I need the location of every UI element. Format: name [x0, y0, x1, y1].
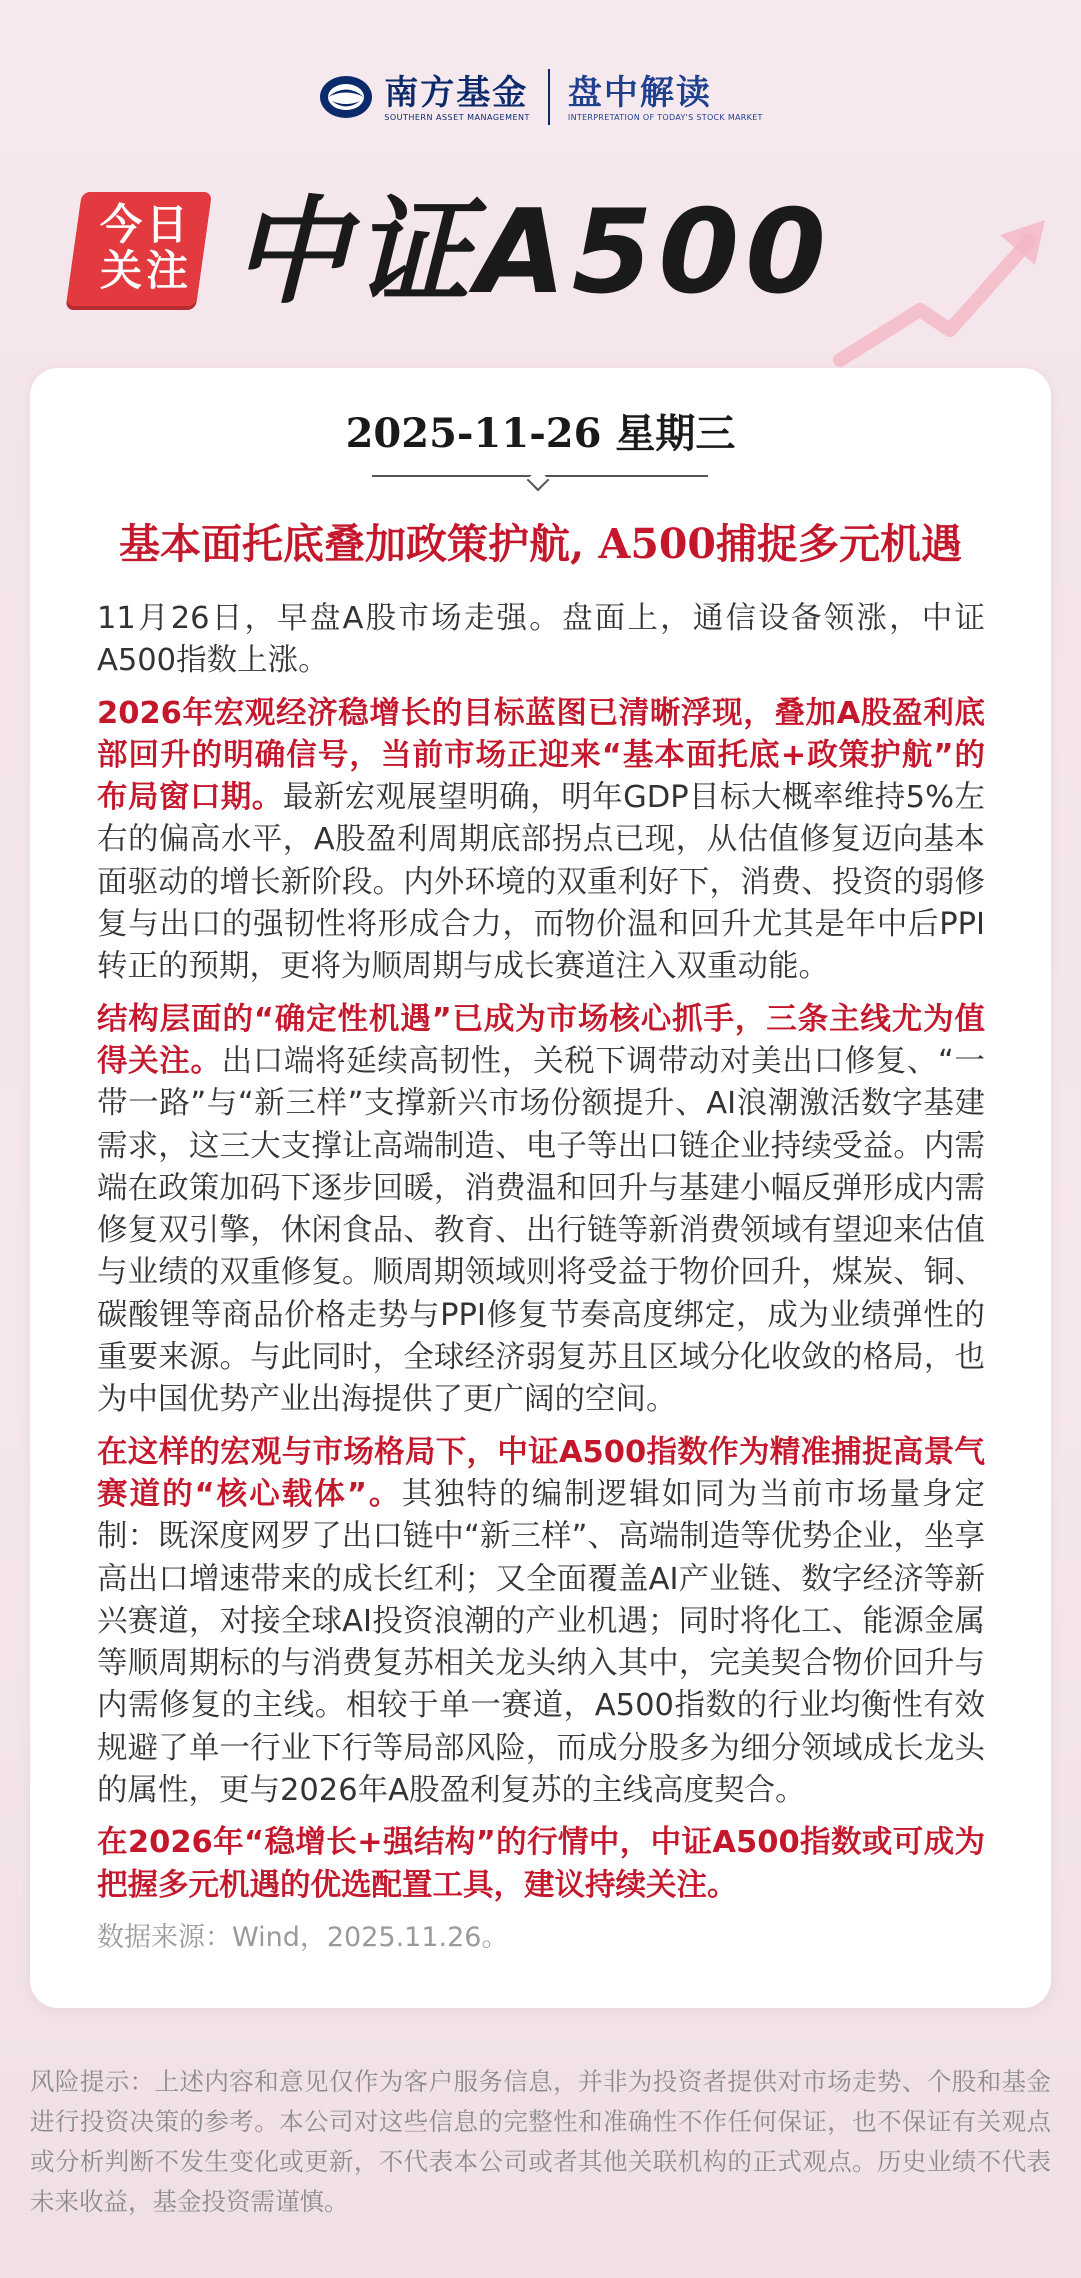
- paragraph-3: [97, 999, 985, 1422]
- hero-title: 中证A500: [232, 185, 832, 320]
- brand-name: 南方基金: [384, 72, 529, 113]
- brand-header: [0, 62, 1081, 132]
- brand-left: [318, 73, 530, 122]
- up-trend-arrow-icon: [830, 200, 1060, 370]
- data-source: 数据来源：Wind，2025.11.26。: [97, 1921, 509, 1953]
- paragraph-2: [97, 693, 985, 989]
- paragraph-2-text: 最新宏观展望明确，明年GDP目标大概率维持5%左右的偏高水平，A股盈利周期底部拐点已现，从估值修复迈向基本面驱动的增长新阶段。内外环境的双重利好下，消费、投资的弱修复与出口的强韧性将形成合力，而物价温和回升尤其是年中后PPI转正的预期，更将为顺周期与成长赛道注入双重动能。: [97, 780, 986, 985]
- paragraph-3-highlight: 结构层面的“确定性机遇”已成为市场核心抓手，三条主线尤为值得关注。: [97, 1001, 985, 1079]
- hero-banner: [0, 170, 1081, 370]
- date-notch: [527, 469, 550, 492]
- brand-name-en: SOUTHERN ASSET MANAGEMENT: [384, 112, 530, 122]
- today-badge: 今日关注: [99, 200, 192, 295]
- article-body: [97, 598, 985, 1959]
- paragraph-4-text: 其独特的编制逻辑如同为当前市场量身定制：既深度网罗了出口链中“新三样”、高端制造等优势企业，坐享高出口增速带来的成长红利；又全面覆盖AI产业链、数字经济等新兴赛道，对接全球AI投资浪潮的产业机遇；同时将化工、能源金属等顺周期标的与消费复苏相关龙头纳入其中，完美契合物价回升与内需修复的主线。相较于单一赛道，A500指数的行业均衡性有效规避了单一行业下行等局部风险，而成分股多为细分领域成长龙头的属性，更与2026年A股盈利复苏的主线高度契合。: [97, 1476, 986, 1809]
- risk-disclaimer: 风险提示：上述内容和意见仅作为客户服务信息，并非为投资者提供对市场走势、个股和基金进行投资决策的参考。本公司对这些信息的完整性和准确性不作任何保证，也不保证有关观点或分析判断不发生变化或更新，不代表本公司或者其他关联机构的正式观点。历史业绩不代表未来收益，基金投资需谨慎。: [30, 2067, 1051, 2216]
- paragraph-2-highlight: 2026年宏观经济稳增长的目标蓝图已清晰浮现，叠加A股盈利底部回升的明确信号，当前市场正迎来“基本面托底+政策护航”的布局窗口期。: [97, 695, 985, 816]
- paragraph-3-text: 出口端将延续高韧性，关税下调带动对美出口修复、“一带一路”与“新三样”支撑新兴市场份额提升、AI浪潮激活数字基建需求，这三大支撑让高端制造、电子等出口链企业持续受益。内需端在政策加码下逐步回暖，消费温和回升与基建小幅反弹形成内需修复双引擎，休闲食品、教育、出行链等新消费领域有望迎来估值与业绩的双重修复。顺周期领域则将受益于物价回升，煤炭、铜、碳酸锂等商品价格走势与PPI修复节奏高度绑定，成为业绩弹性的重要来源。与此同时，全球经济弱复苏且区域分化收敛的格局，也为中国优势产业出海提供了更广阔的空间。: [97, 1043, 985, 1418]
- brand-text: [384, 73, 530, 122]
- brand-divider: [548, 69, 550, 125]
- paragraph-5-highlight: 在2026年“稳增长+强结构”的行情中，中证A500指数或可成为把握多元机遇的优选配置工具，建议持续关注。: [97, 1825, 985, 1903]
- paragraph-4: [97, 1432, 985, 1813]
- paragraph-5: [97, 1822, 985, 1907]
- paragraph-1: [97, 598, 985, 683]
- southern-fund-logo-icon: [318, 74, 374, 120]
- section-title: 盘中解读: [567, 72, 712, 113]
- paragraph-4-highlight: 在这样的宏观与市场格局下，中证A500指数作为精准捕捉高景气赛道的“核心载体”。: [97, 1434, 985, 1512]
- brand-right: [568, 73, 763, 122]
- paragraph-1-text: 11月26日，早盘A股市场走强。盘面上，通信设备领涨，中证A500指数上涨。: [97, 601, 985, 679]
- section-title-en: INTERPRETATION OF TODAY'S STOCK MARKET: [567, 112, 763, 122]
- article-headline: 基本面托底叠加政策护航, A500捕捉多元机遇: [119, 520, 962, 568]
- article-date: 2025-11-26 星期三: [345, 410, 736, 457]
- article-card: [30, 368, 1051, 2008]
